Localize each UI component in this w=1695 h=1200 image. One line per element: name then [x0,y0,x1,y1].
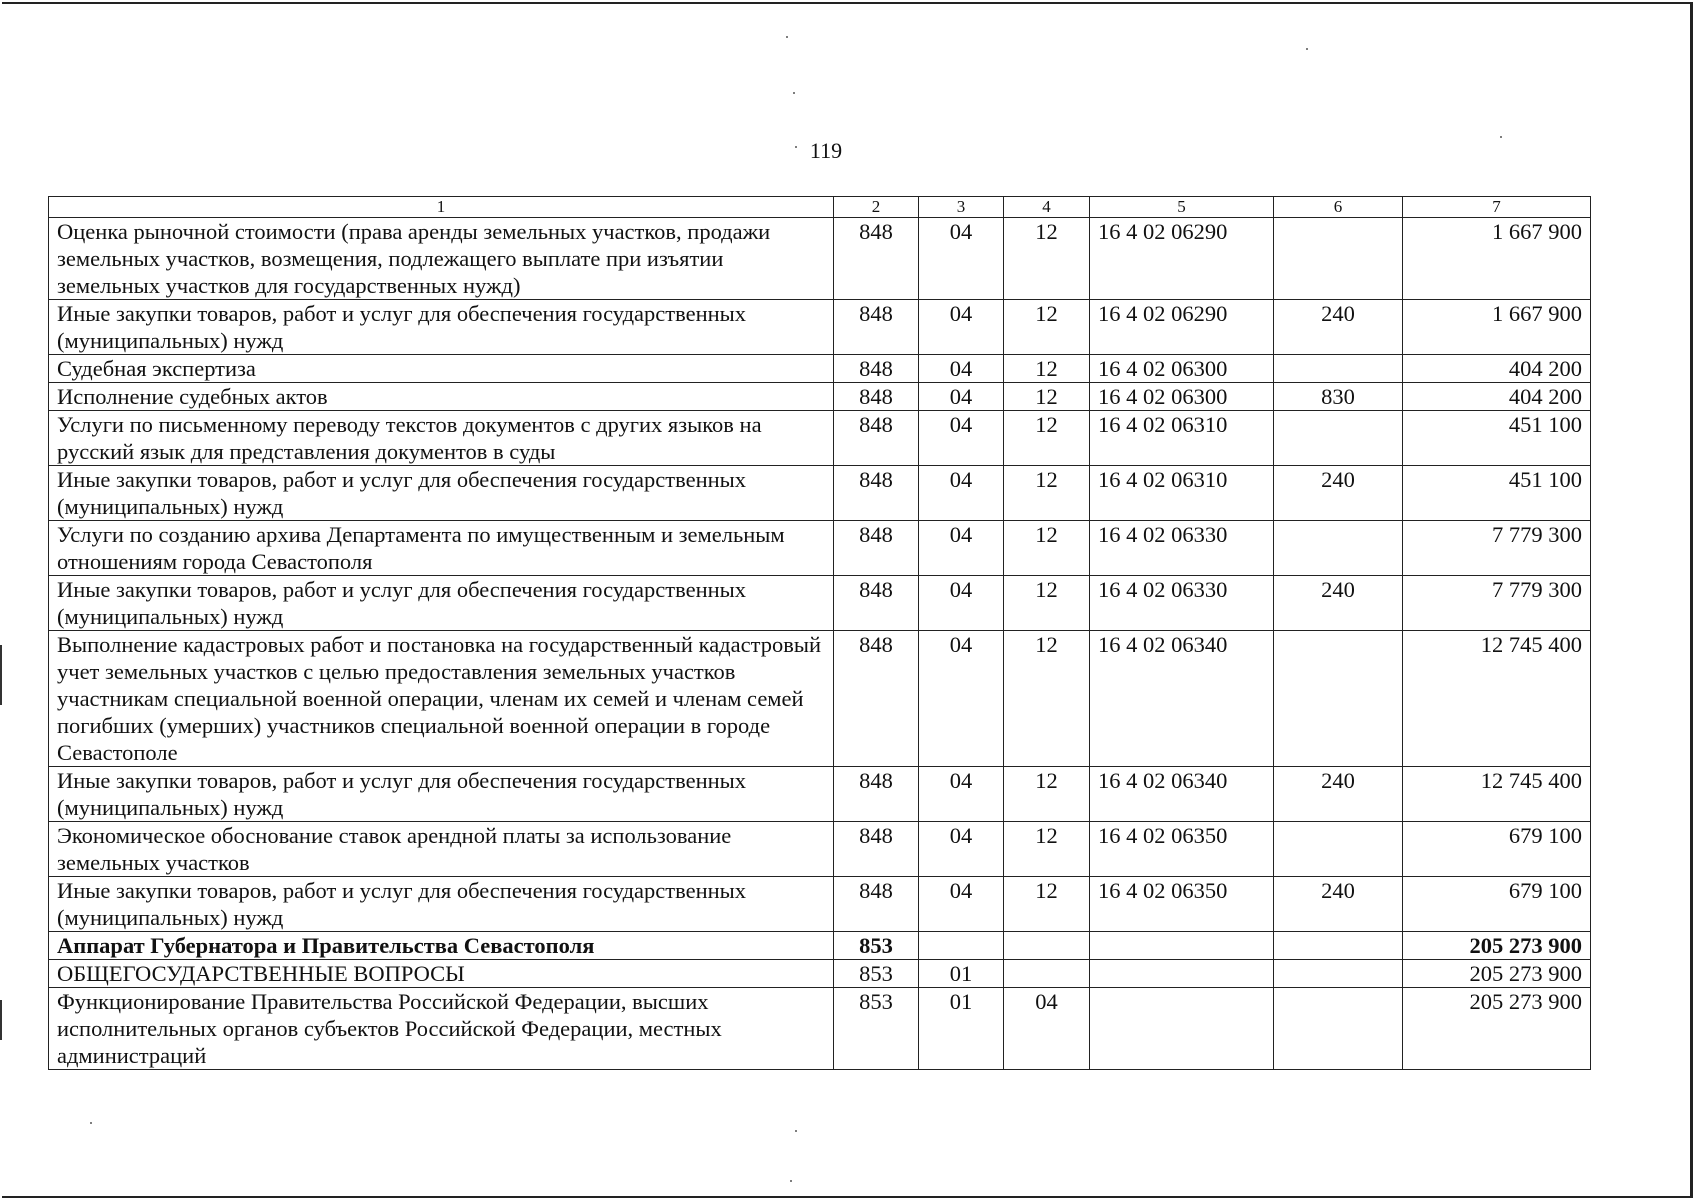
scan-speck [795,1130,797,1132]
table-row [49,355,1591,383]
amount: 1 667 900 [1403,300,1591,355]
expense-type-code [1274,521,1403,576]
table-row [49,767,1591,822]
target-article-code: 16 4 02 06300 [1090,355,1274,383]
row-name: Иные закупки товаров, работ и услуг для обеспечения государственных (муниципальных) нужд [49,767,834,822]
section-code: 01 [919,960,1004,988]
section-code: 04 [919,355,1004,383]
scan-speck [786,36,788,38]
subsection-code: 12 [1004,576,1090,631]
department-code: 853 [834,932,919,960]
row-name: Выполнение кадастровых работ и постановка на государственный кадастровый учет земельных участков с целью предоставления земельных участков участникам специальной военной операции, членам их семей и членам семей погибших (умерших) участников специальной военной операции в городе Севастополе [49,631,834,767]
row-name: Исполнение судебных актов [49,383,834,411]
table-row [49,411,1591,466]
row-name: ОБЩЕГОСУДАРСТВЕННЫЕ ВОПРОСЫ [49,960,834,988]
row-name: Услуги по письменному переводу текстов документов с других языков на русский язык для представления документов в суды [49,411,834,466]
amount: 679 100 [1403,822,1591,877]
section-code: 04 [919,466,1004,521]
section-code: 04 [919,822,1004,877]
scan-edge-mark [0,1000,2,1040]
table-row [49,521,1591,576]
row-name: Иные закупки товаров, работ и услуг для обеспечения государственных (муниципальных) нужд [49,877,834,932]
section-code: 04 [919,767,1004,822]
budget-table [48,196,1591,1070]
amount: 205 273 900 [1403,960,1591,988]
subsection-code: 04 [1004,988,1090,1070]
subsection-code [1004,960,1090,988]
row-name: Иные закупки товаров, работ и услуг для обеспечения государственных (муниципальных) нужд [49,466,834,521]
expense-type-code: 240 [1274,300,1403,355]
expense-type-code [1274,822,1403,877]
table-row [49,466,1591,521]
target-article-code: 16 4 02 06340 [1090,767,1274,822]
department-code: 848 [834,631,919,767]
section-code [919,932,1004,960]
target-article-code: 16 4 02 06350 [1090,877,1274,932]
section-code: 04 [919,383,1004,411]
amount: 451 100 [1403,411,1591,466]
amount: 404 200 [1403,355,1591,383]
amount: 205 273 900 [1403,988,1591,1070]
scan-speck [1306,48,1308,50]
table-row [49,218,1591,300]
scan-speck [793,92,795,94]
expense-type-code [1274,988,1403,1070]
target-article-code [1090,960,1274,988]
expense-type-code: 830 [1274,383,1403,411]
row-name: Услуги по созданию архива Департамента по имущественным и земельным отношениям города Севастополя [49,521,834,576]
target-article-code: 16 4 02 06340 [1090,631,1274,767]
table-row [49,383,1591,411]
table-row [49,877,1591,932]
subsection-code: 12 [1004,466,1090,521]
scan-speck [790,1180,792,1182]
subsection-code: 12 [1004,521,1090,576]
subsection-code: 12 [1004,877,1090,932]
target-article-code: 16 4 02 06290 [1090,218,1274,300]
subsection-code: 12 [1004,822,1090,877]
column-number: 4 [1004,197,1090,218]
expense-type-code [1274,960,1403,988]
department-code: 848 [834,767,919,822]
section-code: 01 [919,988,1004,1070]
department-code: 853 [834,960,919,988]
subsection-code: 12 [1004,218,1090,300]
department-code: 848 [834,411,919,466]
department-code: 848 [834,877,919,932]
row-name: Судебная экспертиза [49,355,834,383]
department-code: 848 [834,218,919,300]
amount: 451 100 [1403,466,1591,521]
department-code: 853 [834,988,919,1070]
amount: 7 779 300 [1403,521,1591,576]
subsection-code [1004,932,1090,960]
expense-type-code [1274,218,1403,300]
column-number: 3 [919,197,1004,218]
amount: 12 745 400 [1403,631,1591,767]
target-article-code: 16 4 02 06350 [1090,822,1274,877]
subsection-code: 12 [1004,300,1090,355]
section-code: 04 [919,877,1004,932]
target-article-code: 16 4 02 06300 [1090,383,1274,411]
column-number: 6 [1274,197,1403,218]
table-row [49,960,1591,988]
row-name: Экономическое обоснование ставок арендной платы за использование земельных участков [49,822,834,877]
amount: 205 273 900 [1403,932,1591,960]
amount: 12 745 400 [1403,767,1591,822]
expense-type-code [1274,932,1403,960]
department-code: 848 [834,521,919,576]
table-row [49,932,1591,960]
table-row [49,300,1591,355]
column-number: 7 [1403,197,1591,218]
page-number: 119 [809,138,843,163]
section-code: 04 [919,631,1004,767]
row-name: Иные закупки товаров, работ и услуг для обеспечения государственных (муниципальных) нужд [49,300,834,355]
row-name: Функционирование Правительства Российской Федерации, высших исполнительных органов субъектов Российской Федерации, местных администраций [49,988,834,1070]
target-article-code: 16 4 02 06310 [1090,411,1274,466]
table-row [49,822,1591,877]
table-row [49,631,1591,767]
amount: 1 667 900 [1403,218,1591,300]
expense-type-code: 240 [1274,767,1403,822]
section-code: 04 [919,218,1004,300]
target-article-code: 16 4 02 06330 [1090,521,1274,576]
amount: 404 200 [1403,383,1591,411]
amount: 7 779 300 [1403,576,1591,631]
table-row [49,576,1591,631]
table-row [49,988,1591,1070]
expense-type-code [1274,411,1403,466]
row-name: Иные закупки товаров, работ и услуг для обеспечения государственных (муниципальных) нужд [49,576,834,631]
subsection-code: 12 [1004,631,1090,767]
expense-type-code: 240 [1274,466,1403,521]
row-name: Аппарат Губернатора и Правительства Севастополя [49,932,834,960]
scan-edge-mark [0,645,2,705]
column-number: 5 [1090,197,1274,218]
target-article-code: 16 4 02 06330 [1090,576,1274,631]
target-article-code [1090,988,1274,1070]
subsection-code: 12 [1004,411,1090,466]
subsection-code: 12 [1004,383,1090,411]
department-code: 848 [834,576,919,631]
column-number: 2 [834,197,919,218]
department-code: 848 [834,383,919,411]
column-number: 1 [49,197,834,218]
department-code: 848 [834,300,919,355]
expense-type-code: 240 [1274,576,1403,631]
column-number-row [49,197,1591,218]
department-code: 848 [834,822,919,877]
subsection-code: 12 [1004,767,1090,822]
expense-type-code [1274,355,1403,383]
amount: 679 100 [1403,877,1591,932]
department-code: 848 [834,355,919,383]
subsection-code: 12 [1004,355,1090,383]
department-code: 848 [834,466,919,521]
section-code: 04 [919,521,1004,576]
section-code: 04 [919,300,1004,355]
row-name: Оценка рыночной стоимости (права аренды земельных участков, продажи земельных участков, возмещения, подлежащего выплате при изъятии земельных участков для государственных нужд) [49,218,834,300]
section-code: 04 [919,576,1004,631]
target-article-code [1090,932,1274,960]
section-code: 04 [919,411,1004,466]
target-article-code: 16 4 02 06290 [1090,300,1274,355]
scan-speck [90,1122,92,1124]
expense-type-code [1274,631,1403,767]
target-article-code: 16 4 02 06310 [1090,466,1274,521]
expense-type-code: 240 [1274,877,1403,932]
